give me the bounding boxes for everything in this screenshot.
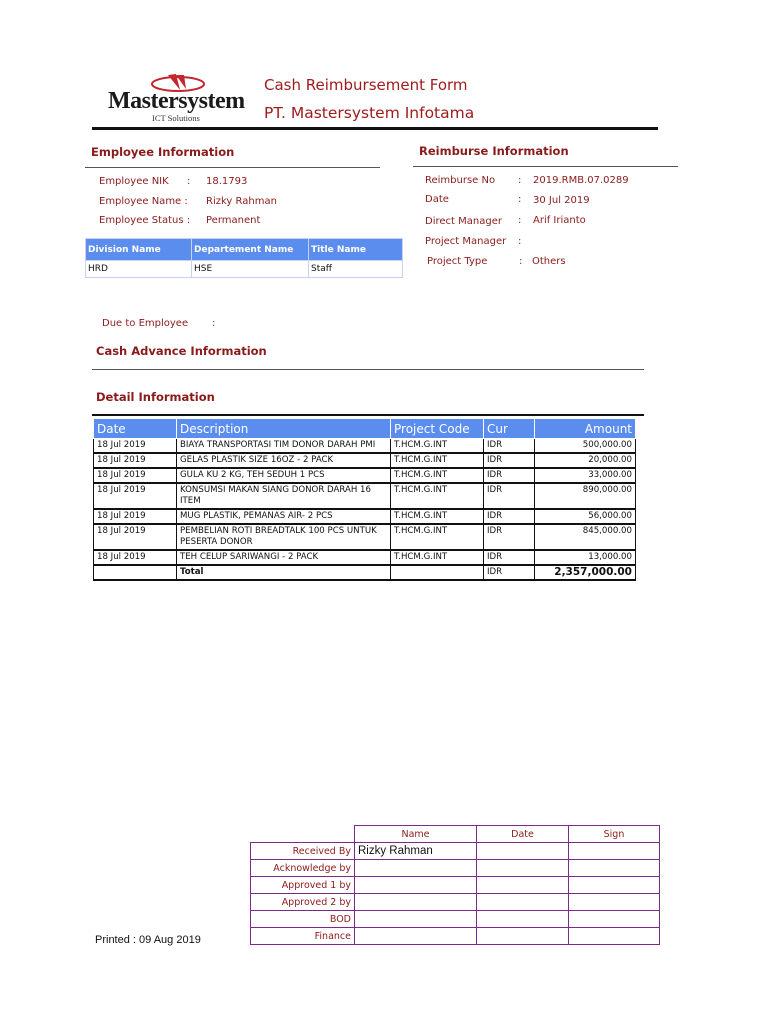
- detail-row: [94, 524, 636, 550]
- signature-name-header: Name: [355, 826, 477, 843]
- row-date: 18 Jul 2019: [94, 524, 177, 550]
- signature-role: Received By: [251, 843, 355, 860]
- row-currency: IDR: [484, 550, 535, 565]
- signature-date: [477, 928, 569, 945]
- row-date: 18 Jul 2019: [94, 509, 177, 524]
- total-label: Total: [177, 565, 391, 580]
- employee-status-value: Permanent: [206, 215, 261, 226]
- department-value: HSE: [192, 261, 309, 278]
- row-currency: IDR: [484, 439, 535, 454]
- row-description: GULA KU 2 KG, TEH SEDUH 1 PCS: [177, 468, 391, 483]
- row-currency: IDR: [484, 453, 535, 468]
- form-title: Cash Reimbursement Form: [264, 76, 468, 94]
- row-amount: 845,000.00: [535, 524, 636, 550]
- row-project-code: T.HCM.G.INT: [391, 524, 484, 550]
- printed-date: Printed : 09 Aug 2019: [95, 934, 201, 946]
- employee-name-value: Rizky Rahman: [206, 196, 277, 207]
- total-row: [94, 565, 636, 580]
- signature-row: [251, 860, 660, 877]
- signature-sign: [569, 877, 660, 894]
- detail-row: [94, 509, 636, 524]
- signature-role: Approved 1 by: [251, 877, 355, 894]
- reimburse-date-label: Date: [425, 194, 449, 205]
- detail-row: [94, 453, 636, 468]
- reimburse-info-heading: Reimburse Information: [419, 144, 569, 158]
- signature-row: [251, 843, 660, 860]
- row-date: 18 Jul 2019: [94, 439, 177, 454]
- due-to-employee-separator: :: [212, 318, 216, 329]
- signature-date: [477, 894, 569, 911]
- row-description: GELAS PLASTIK SIZE 16OZ - 2 PACK: [177, 453, 391, 468]
- division-name-header: Division Name: [86, 239, 192, 261]
- employee-info-heading: Employee Information: [91, 145, 235, 159]
- total-currency: IDR: [484, 565, 535, 580]
- signature-date-header: Date: [477, 826, 569, 843]
- row-project-code: T.HCM.G.INT: [391, 509, 484, 524]
- project-manager-separator: :: [518, 236, 522, 247]
- detail-row: [94, 550, 636, 565]
- row-currency: IDR: [484, 509, 535, 524]
- signature-name: [355, 928, 477, 945]
- row-project-code: T.HCM.G.INT: [391, 468, 484, 483]
- signature-date: [477, 911, 569, 928]
- header-divider: [92, 127, 658, 130]
- approval-signature-table: [250, 825, 660, 945]
- row-description: TEH CELUP SARIWANGI - 2 PACK: [177, 550, 391, 565]
- division-value: HRD: [86, 261, 192, 278]
- row-currency: IDR: [484, 468, 535, 483]
- department-name-header: Departement Name: [192, 239, 309, 261]
- amount-column-header: Amount: [535, 419, 636, 439]
- division-table: [85, 238, 403, 278]
- date-column-header: Date: [94, 419, 177, 439]
- row-project-code: T.HCM.G.INT: [391, 550, 484, 565]
- division-row: [86, 261, 403, 278]
- employee-nik-value: 18.1793: [206, 176, 248, 187]
- row-project-code: T.HCM.G.INT: [391, 439, 484, 454]
- signature-date: [477, 843, 569, 860]
- row-project-code: T.HCM.G.INT: [391, 483, 484, 509]
- row-date: 18 Jul 2019: [94, 468, 177, 483]
- company-logo-tagline: ICT Solutions: [152, 113, 200, 123]
- project-type-separator: :: [519, 256, 523, 267]
- cash-advance-heading: Cash Advance Information: [96, 344, 267, 358]
- total-amount: 2,357,000.00: [535, 565, 636, 580]
- signature-sign: [569, 860, 660, 877]
- cash-advance-divider: [92, 369, 644, 370]
- signature-sign: [569, 928, 660, 945]
- row-amount: 20,000.00: [535, 453, 636, 468]
- row-amount: 890,000.00: [535, 483, 636, 509]
- employee-info-divider: [85, 167, 380, 168]
- row-amount: 13,000.00: [535, 550, 636, 565]
- description-column-header: Description: [177, 419, 391, 439]
- direct-manager-value: Arif Irianto: [533, 215, 586, 226]
- signature-row: [251, 928, 660, 945]
- signature-date: [477, 860, 569, 877]
- row-description: PEMBELIAN ROTI BREADTALK 100 PCS UNTUK PESERTA DONOR: [177, 524, 391, 550]
- signature-role: Approved 2 by: [251, 894, 355, 911]
- signature-name: [355, 877, 477, 894]
- employee-nik-separator: :: [187, 176, 191, 187]
- row-project-code: T.HCM.G.INT: [391, 453, 484, 468]
- signature-name: [355, 860, 477, 877]
- employee-status-label: Employee Status :: [99, 215, 191, 226]
- detail-row: [94, 468, 636, 483]
- row-description: KONSUMSI MAKAN SIANG DONOR DARAH 16 ITEM: [177, 483, 391, 509]
- detail-row: [94, 483, 636, 509]
- company-name: PT. Mastersystem Infotama: [264, 104, 475, 122]
- reimburse-no-separator: :: [518, 175, 522, 186]
- employee-name-label: Employee Name :: [99, 196, 188, 207]
- project-code-column-header: Project Code: [391, 419, 484, 439]
- signature-sign: [569, 843, 660, 860]
- detail-table: [93, 418, 636, 581]
- currency-column-header: Cur: [484, 419, 535, 439]
- due-to-employee-label: Due to Employee: [102, 318, 189, 329]
- signature-name: [355, 894, 477, 911]
- detail-row: [94, 439, 636, 454]
- project-manager-label: Project Manager: [425, 236, 507, 247]
- reimburse-no-value: 2019.RMB.07.0289: [533, 175, 629, 186]
- row-description: BIAYA TRANSPORTASI TIM DONOR DARAH PMI: [177, 439, 391, 454]
- title-value: Staff: [309, 261, 403, 278]
- row-currency: IDR: [484, 483, 535, 509]
- reimburse-no-label: Reimburse No: [425, 175, 496, 186]
- project-type-value: Others: [532, 256, 566, 267]
- signature-role: Acknowledge by: [251, 860, 355, 877]
- signature-sign-header: Sign: [569, 826, 660, 843]
- detail-info-divider: [92, 414, 644, 416]
- project-type-label: Project Type: [427, 256, 488, 267]
- signature-role: Finance: [251, 928, 355, 945]
- title-name-header: Title Name: [309, 239, 403, 261]
- detail-info-heading: Detail Information: [96, 390, 215, 404]
- reimburse-info-divider: [413, 166, 678, 167]
- signature-row: [251, 877, 660, 894]
- signature-date: [477, 877, 569, 894]
- reimburse-date-separator: :: [518, 194, 522, 205]
- row-currency: IDR: [484, 524, 535, 550]
- company-logo-name: Mastersystem: [108, 88, 245, 114]
- signature-row: [251, 911, 660, 928]
- signature-sign: [569, 894, 660, 911]
- signature-sign: [569, 911, 660, 928]
- row-date: 18 Jul 2019: [94, 483, 177, 509]
- row-description: MUG PLASTIK, PEMANAS AIR- 2 PCS: [177, 509, 391, 524]
- signature-row: [251, 894, 660, 911]
- row-amount: 500,000.00: [535, 439, 636, 454]
- employee-nik-label: Employee NIK: [99, 176, 169, 187]
- reimburse-date-value: 30 Jul 2019: [533, 195, 590, 206]
- row-amount: 33,000.00: [535, 468, 636, 483]
- signature-role: BOD: [251, 911, 355, 928]
- signature-name: [355, 911, 477, 928]
- signature-name: Rizky Rahman: [355, 843, 477, 860]
- row-amount: 56,000.00: [535, 509, 636, 524]
- direct-manager-separator: :: [518, 215, 522, 226]
- row-date: 18 Jul 2019: [94, 453, 177, 468]
- direct-manager-label: Direct Manager: [425, 216, 502, 227]
- row-date: 18 Jul 2019: [94, 550, 177, 565]
